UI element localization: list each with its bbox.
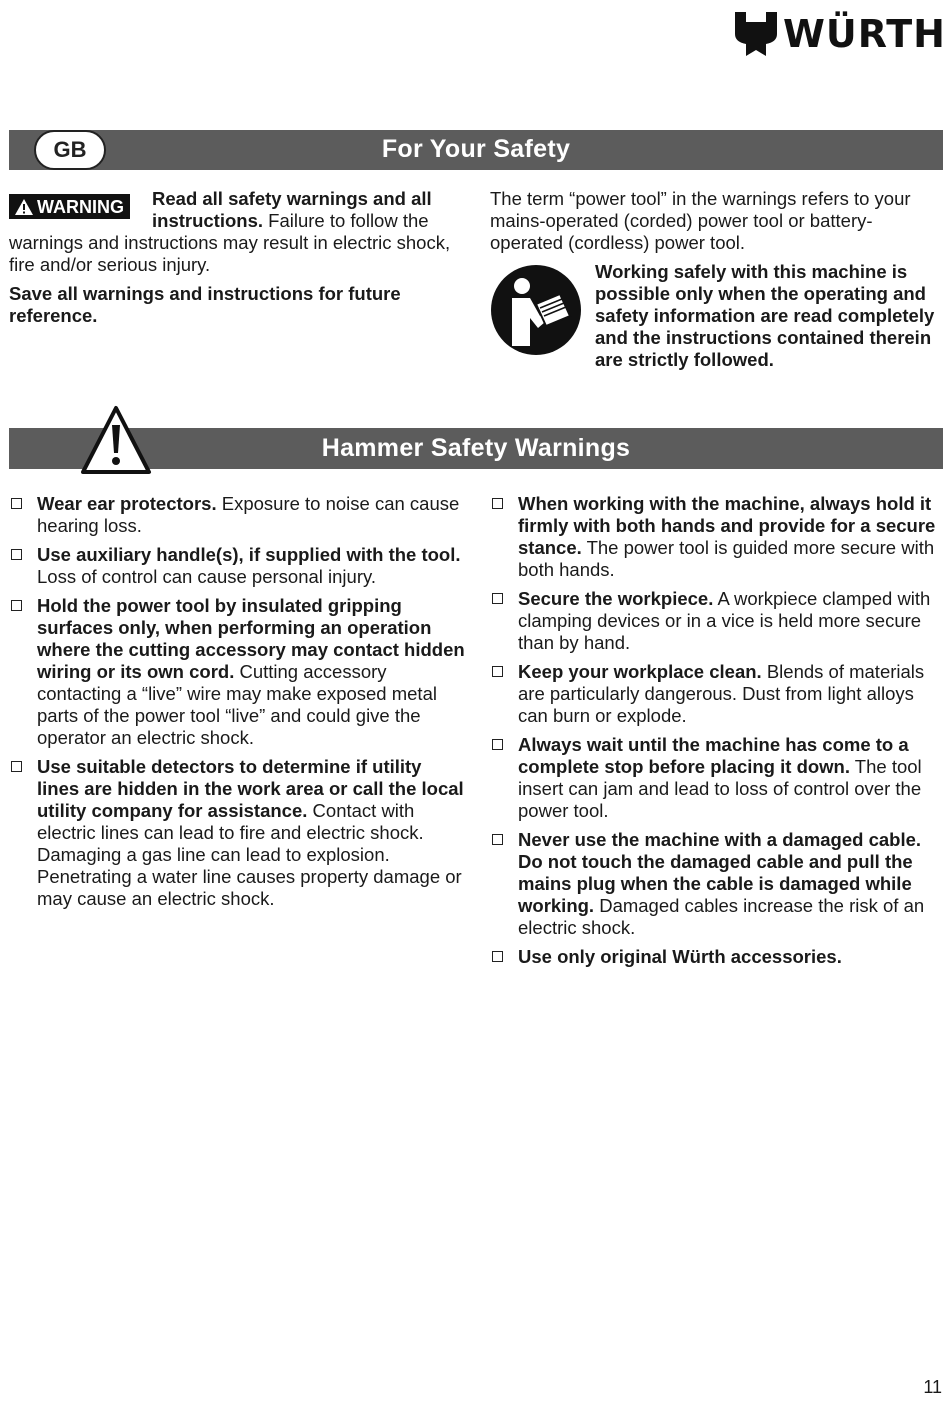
warning-badge bbox=[9, 194, 130, 219]
warning-bold: Secure the workpiece. bbox=[518, 588, 714, 609]
checkbox-icon bbox=[11, 498, 22, 509]
checkbox-icon bbox=[492, 951, 503, 962]
page-number: 11 bbox=[923, 1377, 942, 1397]
warning-text: Loss of control can cause personal injury. bbox=[37, 566, 377, 587]
wurth-logo bbox=[735, 12, 946, 56]
warning-text: Contact with electric lines can lead to fire and electric shock. Damaging a gas line can lead to explosion. Penetrating a water line causes property damage or may cause an electric shock. bbox=[37, 800, 462, 909]
warnings-left-column bbox=[9, 493, 465, 917]
save-instructions-note: Save all warnings and instructions for future reference. bbox=[9, 283, 401, 326]
checkbox-icon bbox=[492, 739, 503, 750]
warning-bold: Always wait until the machine has come to a complete stop before placing it down. bbox=[518, 734, 909, 777]
section-header-safety bbox=[9, 130, 943, 170]
brand-name: WÜRTH bbox=[782, 12, 946, 56]
warning-item bbox=[9, 544, 465, 588]
warning-item bbox=[490, 588, 942, 654]
section-title-hammer: Hammer Safety Warnings bbox=[321, 434, 631, 462]
read-manual-icon bbox=[490, 264, 582, 356]
warning-bold: Hold the power tool by insulated gripping surfaces only, when performing an operation where the cutting accessory may contact hidden wiring or its own cord. bbox=[37, 595, 465, 682]
warning-triangle-icon bbox=[14, 198, 34, 216]
warning-item bbox=[490, 829, 942, 939]
warning-item bbox=[9, 595, 465, 749]
checkbox-icon bbox=[11, 549, 22, 560]
checkbox-icon bbox=[492, 666, 503, 677]
section-title-safety: For Your Safety bbox=[381, 135, 571, 163]
warning-bold: Keep your workplace clean. bbox=[518, 661, 762, 682]
warnings-right-column bbox=[490, 493, 942, 975]
warning-badge-label: WARNING bbox=[37, 197, 124, 217]
warning-item bbox=[9, 756, 465, 910]
checkbox-icon bbox=[492, 593, 503, 604]
power-tool-term-text: The term “power tool” in the warnings refers to your mains-operated (corded) power tool or battery-operated (cordless) power tool. bbox=[490, 188, 911, 253]
intro-lead-text: Failure to follow the warnings and instructions may result in electric shock, fire and/or serious injury. bbox=[9, 210, 451, 275]
checkbox-icon bbox=[11, 761, 22, 772]
warning-bold: Wear ear protectors. bbox=[37, 493, 217, 514]
warning-bold: When working with the machine, always hold it firmly with both hands and provide for a secure stance. bbox=[518, 493, 936, 558]
intro-lead-bold: Read all safety warnings and all instructions. bbox=[152, 188, 432, 231]
warning-item bbox=[490, 661, 942, 727]
wurth-logo-icon bbox=[735, 12, 777, 56]
checkbox-icon bbox=[492, 834, 503, 845]
warning-bold: Use auxiliary handle(s), if supplied with the tool. bbox=[37, 544, 461, 565]
warning-item bbox=[490, 734, 942, 822]
warning-text: Damaged cables increase the risk of an electric shock. bbox=[518, 895, 925, 938]
warning-bold: Never use the machine with a damaged cable. Do not touch the damaged cable and pull the mains plug when the cable is damaged while working. bbox=[518, 829, 922, 916]
hazard-triangle-icon bbox=[80, 405, 152, 475]
reader-safety-note: Working safely with this machine is possible only when the operating and safety information are read completely and the instructions contained therein are strictly followed. bbox=[595, 261, 935, 370]
warning-text: A workpiece clamped with clamping devices or in a vice is held more secure than by hand. bbox=[518, 588, 931, 653]
checkbox-icon bbox=[11, 600, 22, 611]
warning-text: The tool insert can jam and lead to loss of control over the power tool. bbox=[518, 756, 922, 821]
checkbox-icon bbox=[492, 498, 503, 509]
warning-text: Exposure to noise can cause hearing loss. bbox=[37, 493, 460, 536]
warning-text: The power tool is guided more secure with both hands. bbox=[518, 537, 935, 580]
warning-item bbox=[9, 493, 465, 537]
language-badge: GB bbox=[34, 130, 106, 170]
warning-item bbox=[490, 946, 942, 968]
warning-text: Cutting accessory contacting a “live” wire may make exposed metal parts of the power tool “live” and could give the operator an electric shock. bbox=[37, 661, 437, 748]
warning-item bbox=[490, 493, 942, 581]
warning-bold: Use suitable detectors to determine if utility lines are hidden in the work area or call the local utility company for assistance. bbox=[37, 756, 464, 821]
warning-text: Blends of materials are particularly dangerous. Dust from light alloys can burn or explode. bbox=[518, 661, 925, 726]
warning-bold: Use only original Würth accessories. bbox=[518, 946, 842, 967]
intro-left-block bbox=[9, 188, 459, 327]
